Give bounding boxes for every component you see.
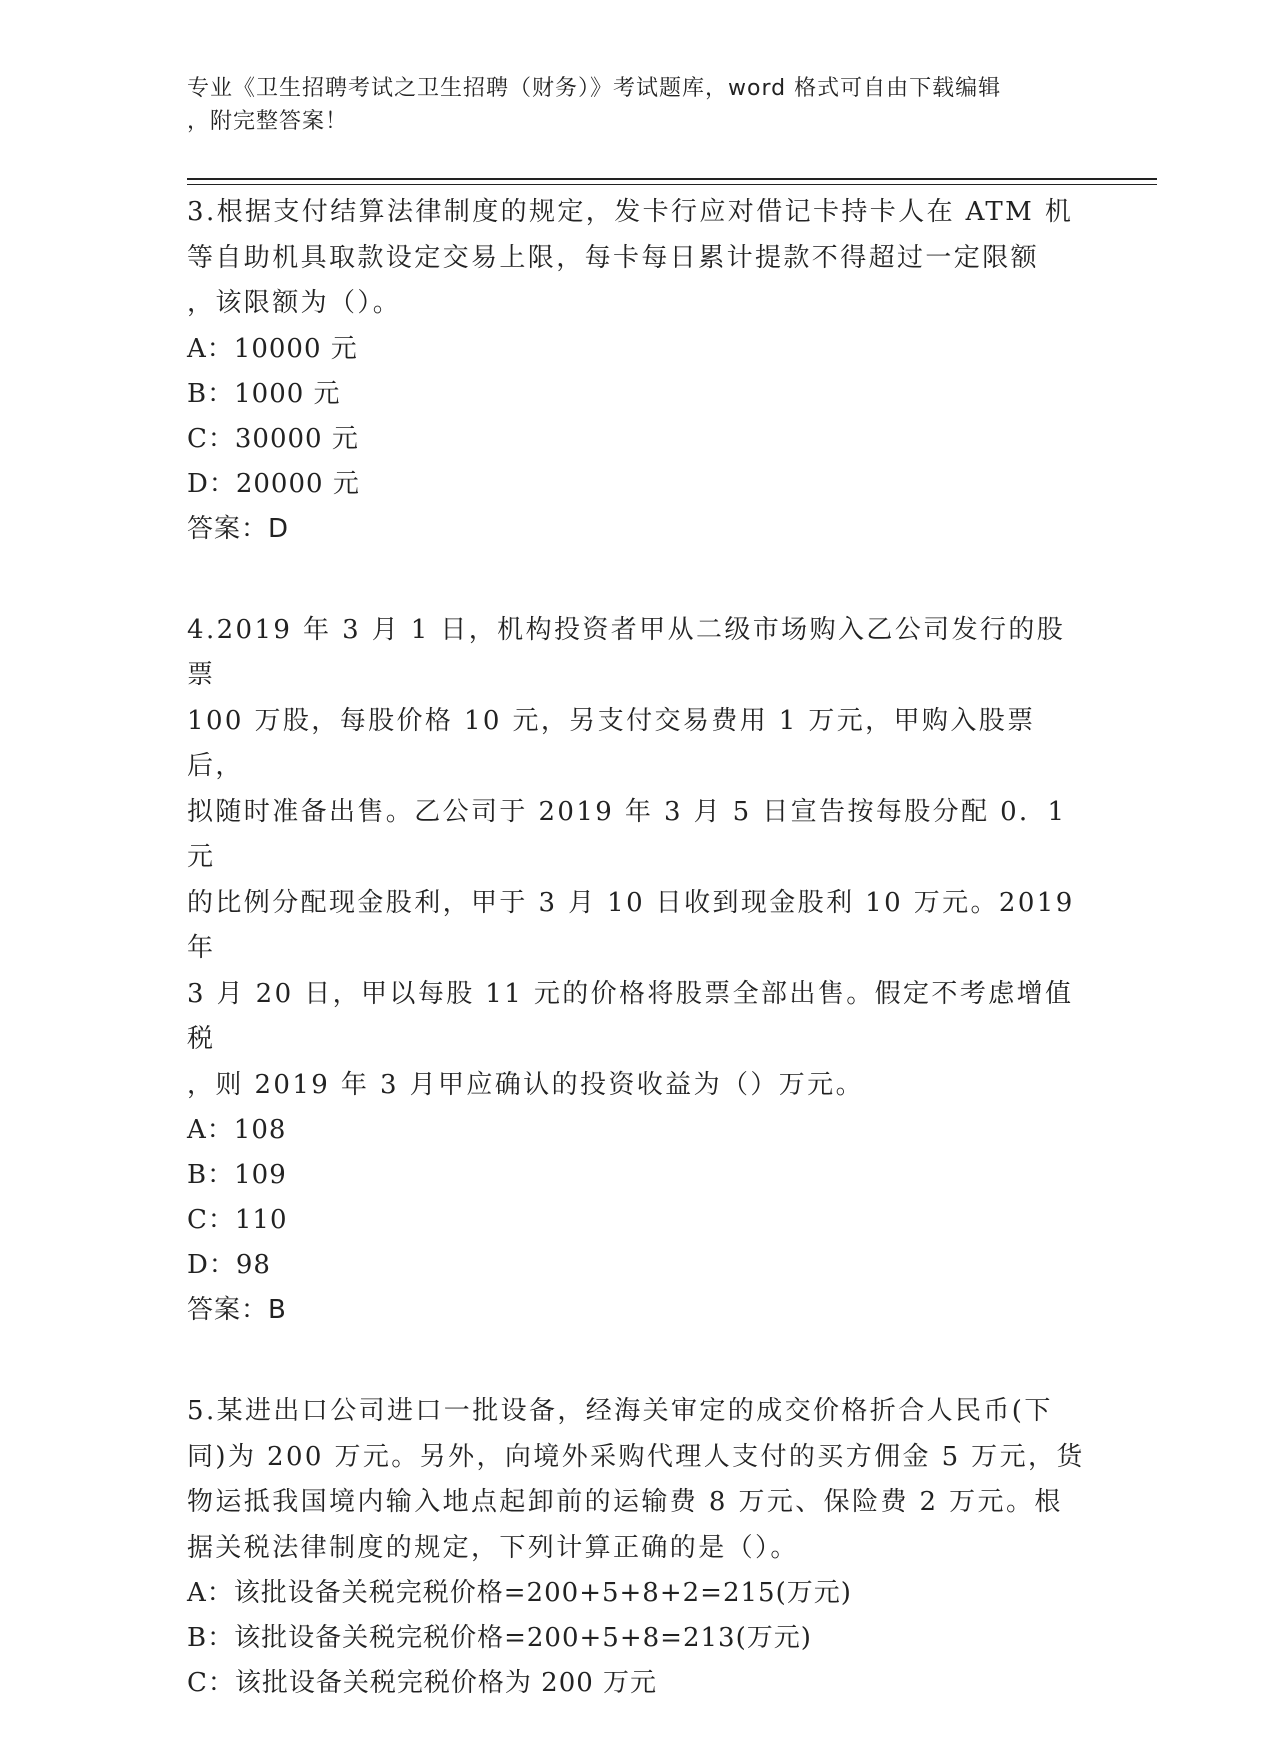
option-a: A：10000 元 <box>187 333 358 364</box>
question-5 <box>187 1389 1087 1706</box>
option-a: A：108 <box>187 1115 287 1145</box>
header-rule-thick <box>187 178 1157 180</box>
question-stem: 5.某进出口公司进口一批设备，经海关审定的成交价格折合人民币(下 同)为 200 万元。另外，向境外采购代理人支付的买方佣金 5 万元，货 物运抵我国境内输入地点起卸前的运输费 8 万元、保险费 2 万元。根 据关税法律制度的规定，下列计算正确的是（）。 <box>187 1396 1085 1563</box>
option-b: B：1000 元 <box>187 378 341 409</box>
question-3 <box>187 190 1087 552</box>
answer-label: 答案：B <box>187 1295 287 1325</box>
option-c: C：110 <box>187 1205 288 1235</box>
question-list <box>187 190 1087 1762</box>
question-4 <box>187 608 1087 1334</box>
page-header: 专业《卫生招聘考试之卫生招聘（财务）》考试题库，word 格式可自由下载编辑 ，附完整答案！ <box>187 76 1002 134</box>
option-a: A：该批设备关税完税价格=200+5+8+2=215(万元) <box>187 1578 852 1608</box>
answer-label: 答案：D <box>187 513 290 544</box>
option-d: D：20000 元 <box>187 468 360 499</box>
option-c: C：该批设备关税完税价格为 200 万元 <box>187 1668 658 1698</box>
option-c: C：30000 元 <box>187 423 359 454</box>
question-stem: 4.2019 年 3 月 1 日，机构投资者甲从二级市场购入乙公司发行的股票 100 万股，每股价格 10 元，另支付交易费用 1 万元，甲购入股票后， 拟随时准备出售。乙公司于 2019 年 3 月 5 日宣告按每股分配 0．1 元 的比例分配现金股利，甲于 3 月 10 日收到现金股利 10 万元。2019 年 3 月 20 日，甲以每股 11 元的价格将股票全部出售。假定不考虑增值税 ，则 2019 年 3 月甲应确认的投资收益为（）万元。 <box>187 614 1075 1100</box>
question-stem: 3.根据支付结算法律制度的规定，发卡行应对借记卡持卡人在 ATM 机 等自助机具取款设定交易上限，每卡每日累计提款不得超过一定限额 ，该限额为（）。 <box>187 197 1074 318</box>
option-b: B：109 <box>187 1160 287 1190</box>
option-d: D：98 <box>187 1250 271 1280</box>
header-rule-thin <box>187 184 1157 185</box>
option-b: B：该批设备关税完税价格=200+5+8=213(万元) <box>187 1623 812 1653</box>
